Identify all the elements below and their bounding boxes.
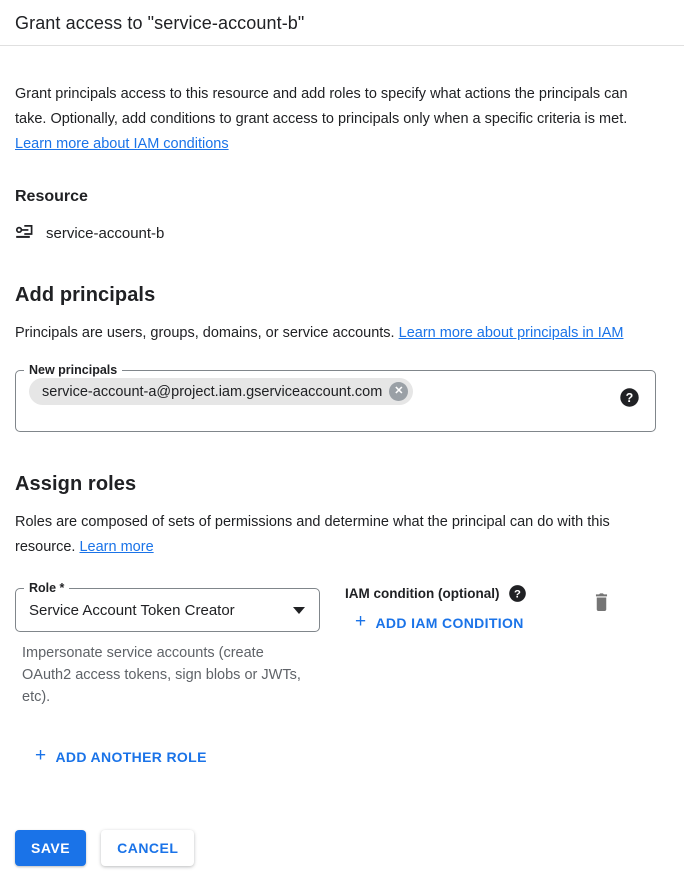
iam-condition-column	[345, 581, 588, 638]
dialog-body	[0, 82, 684, 772]
new-principals-input-area[interactable]	[16, 377, 655, 431]
save-button[interactable]: SAVE	[15, 830, 86, 866]
dialog-actions	[0, 830, 684, 866]
add-iam-condition-label: ADD IAM CONDITION	[375, 614, 524, 631]
svg-text:?: ?	[514, 588, 522, 601]
iam-conditions-link[interactable]: Learn more about IAM conditions	[15, 136, 229, 152]
add-principals-text: Principals are users, groups, domains, or service accounts.	[15, 325, 399, 341]
intro-text: Grant principals access to this resource and add roles to specify what actions the principals can take. Optionally, add conditions to grant access to principals only when a specific criteria is met.	[15, 86, 628, 127]
add-principals-description	[15, 321, 656, 346]
role-row	[15, 581, 656, 708]
plus-icon: +	[355, 611, 367, 632]
iam-condition-label-row	[345, 581, 588, 603]
resource-row	[15, 223, 656, 243]
role-select[interactable]	[15, 581, 320, 632]
assign-roles-description	[15, 510, 656, 560]
dialog-header	[0, 0, 684, 46]
role-value-row[interactable]	[16, 595, 319, 631]
roles-learn-more-link[interactable]: Learn more	[79, 539, 154, 555]
plus-icon: +	[35, 745, 47, 766]
new-principals-label: New principals	[29, 363, 118, 377]
cancel-button[interactable]: CANCEL	[101, 830, 194, 866]
svg-text:?: ?	[625, 391, 634, 405]
assign-roles-heading: Assign roles	[15, 473, 137, 495]
intro-paragraph	[15, 82, 656, 157]
close-icon[interactable]: ✕	[389, 382, 408, 401]
add-principals-heading: Add principals	[15, 284, 156, 306]
service-account-icon	[15, 223, 35, 243]
resource-name: service-account-b	[46, 224, 165, 242]
resource-heading: Resource	[15, 188, 88, 205]
trash-icon	[592, 600, 611, 615]
dialog-title: Grant access to "service-account-b"	[15, 13, 305, 33]
principals-learn-more-link[interactable]: Learn more about principals in IAM	[398, 325, 624, 341]
arrow-drop-down-icon	[293, 607, 305, 614]
assign-roles-text: Roles are composed of sets of permissions and determine what the principal can do with this resource.	[15, 514, 610, 555]
help-icon[interactable]	[508, 584, 527, 603]
iam-condition-label: IAM condition (optional)	[345, 586, 500, 601]
help-icon[interactable]	[619, 387, 640, 408]
role-column	[15, 581, 320, 708]
principal-chip-text: service-account-a@project.iam.gserviceaccount.com	[42, 383, 383, 400]
role-selected-value: Service Account Token Creator	[29, 602, 235, 619]
add-another-role-button[interactable]	[27, 741, 215, 772]
role-label: Role *	[29, 581, 65, 595]
new-principals-field[interactable]	[15, 363, 656, 432]
principal-chip[interactable]	[29, 378, 413, 405]
add-iam-condition-button[interactable]	[347, 607, 532, 638]
delete-role-button[interactable]	[588, 587, 615, 619]
role-description: Impersonate service accounts (create OAuth2 access tokens, sign blobs or JWTs, etc).	[22, 645, 301, 705]
add-another-role-label: ADD ANOTHER ROLE	[55, 748, 207, 765]
